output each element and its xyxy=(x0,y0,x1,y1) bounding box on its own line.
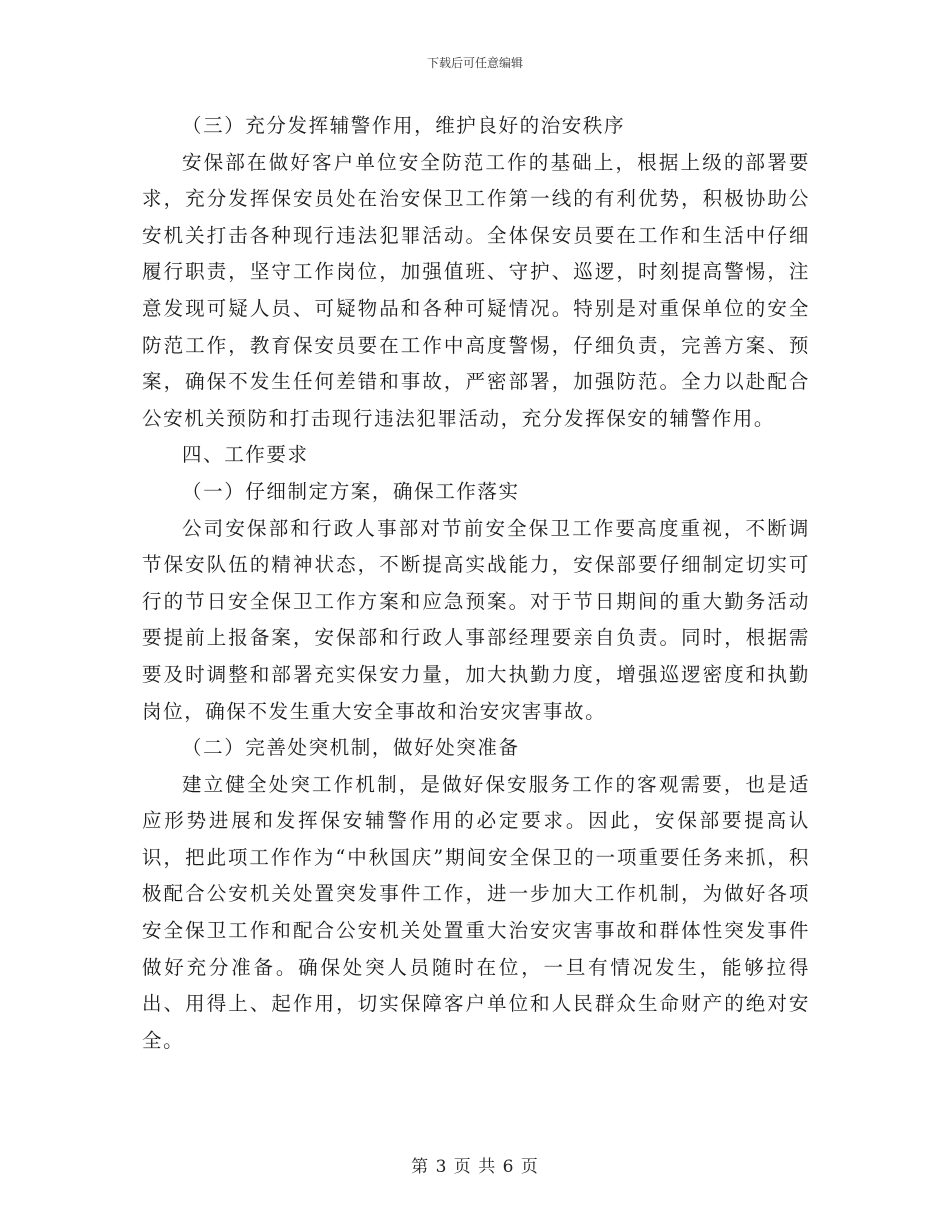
paragraph: 建立健全处突工作机制，是做好保安服务工作的客观需要，也是适应形势进展和发挥保安辅警作用的必定要求。因此，安保部要提高认识，把此项工作作为“中秋国庆”期间安全保卫的一项重要任务来抓，积极配合公安机关处置突发事件工作，进一步加大工作机制，为做好各项安全保卫工作和配合公安机关处置重大治安灾害事故和群体性突发事件做好充分准备。确保处突人员随时在位，一旦有情况发生，能够拉得出、用得上、起作用，切实保障客户单位和人民群众生命财产的绝对安全。 xyxy=(142,772,810,1052)
section-heading-work-requirements: 四、工作要求 xyxy=(182,443,309,467)
page-header: 下载后可任意编辑 xyxy=(426,56,523,70)
subsection-heading-1: （一）仔细制定方案，确保工作落实 xyxy=(182,479,520,503)
document-body xyxy=(142,108,810,1059)
page-footer: 第 3 页 共 6 页 xyxy=(411,1157,539,1177)
section-heading-3: （三）充分发挥辅警作用，维护良好的治安秩序 xyxy=(182,114,626,137)
paragraph: 安保部在做好客户单位安全防范工作的基础上，根据上级的部署要求，充分发挥保安员处在治安保卫工作第一线的有利优势，积极协助公安机关打击各种现行违法犯罪活动。全体保安员要在工作和生活中仔细履行职责，坚守工作岗位，加强值班、守护、巡逻，时刻提高警惕，注意发现可疑人员、可疑物品和各种可疑情况。特别是对重保单位的安全防范工作，教育保安员要在工作中高度警惕，仔细负责，完善方案、预案，确保不发生任何差错和事故，严密部署，加强防范。全力以赴配合公安机关预防和打击现行违法犯罪活动，充分发挥保安的辅警作用。 xyxy=(142,150,810,430)
subsection-heading-2: （二）完善处突机制，做好处突准备 xyxy=(182,736,520,760)
paragraph: 公司安保部和行政人事部对节前安全保卫工作要高度重视，不断调节保安队伍的精神状态，不断提高实战能力，安保部要仔细制定切实可行的节日安全保卫工作方案和应急预案。对于节日期间的重大勤务活动要提前上报备案，安保部和行政人事部经理要亲自负责。同时，根据需要及时调整和部署充实保安力量，加大执勤力度，增强巡逻密度和执勤岗位，确保不发生重大安全事故和治安灾害事故。 xyxy=(142,516,810,723)
